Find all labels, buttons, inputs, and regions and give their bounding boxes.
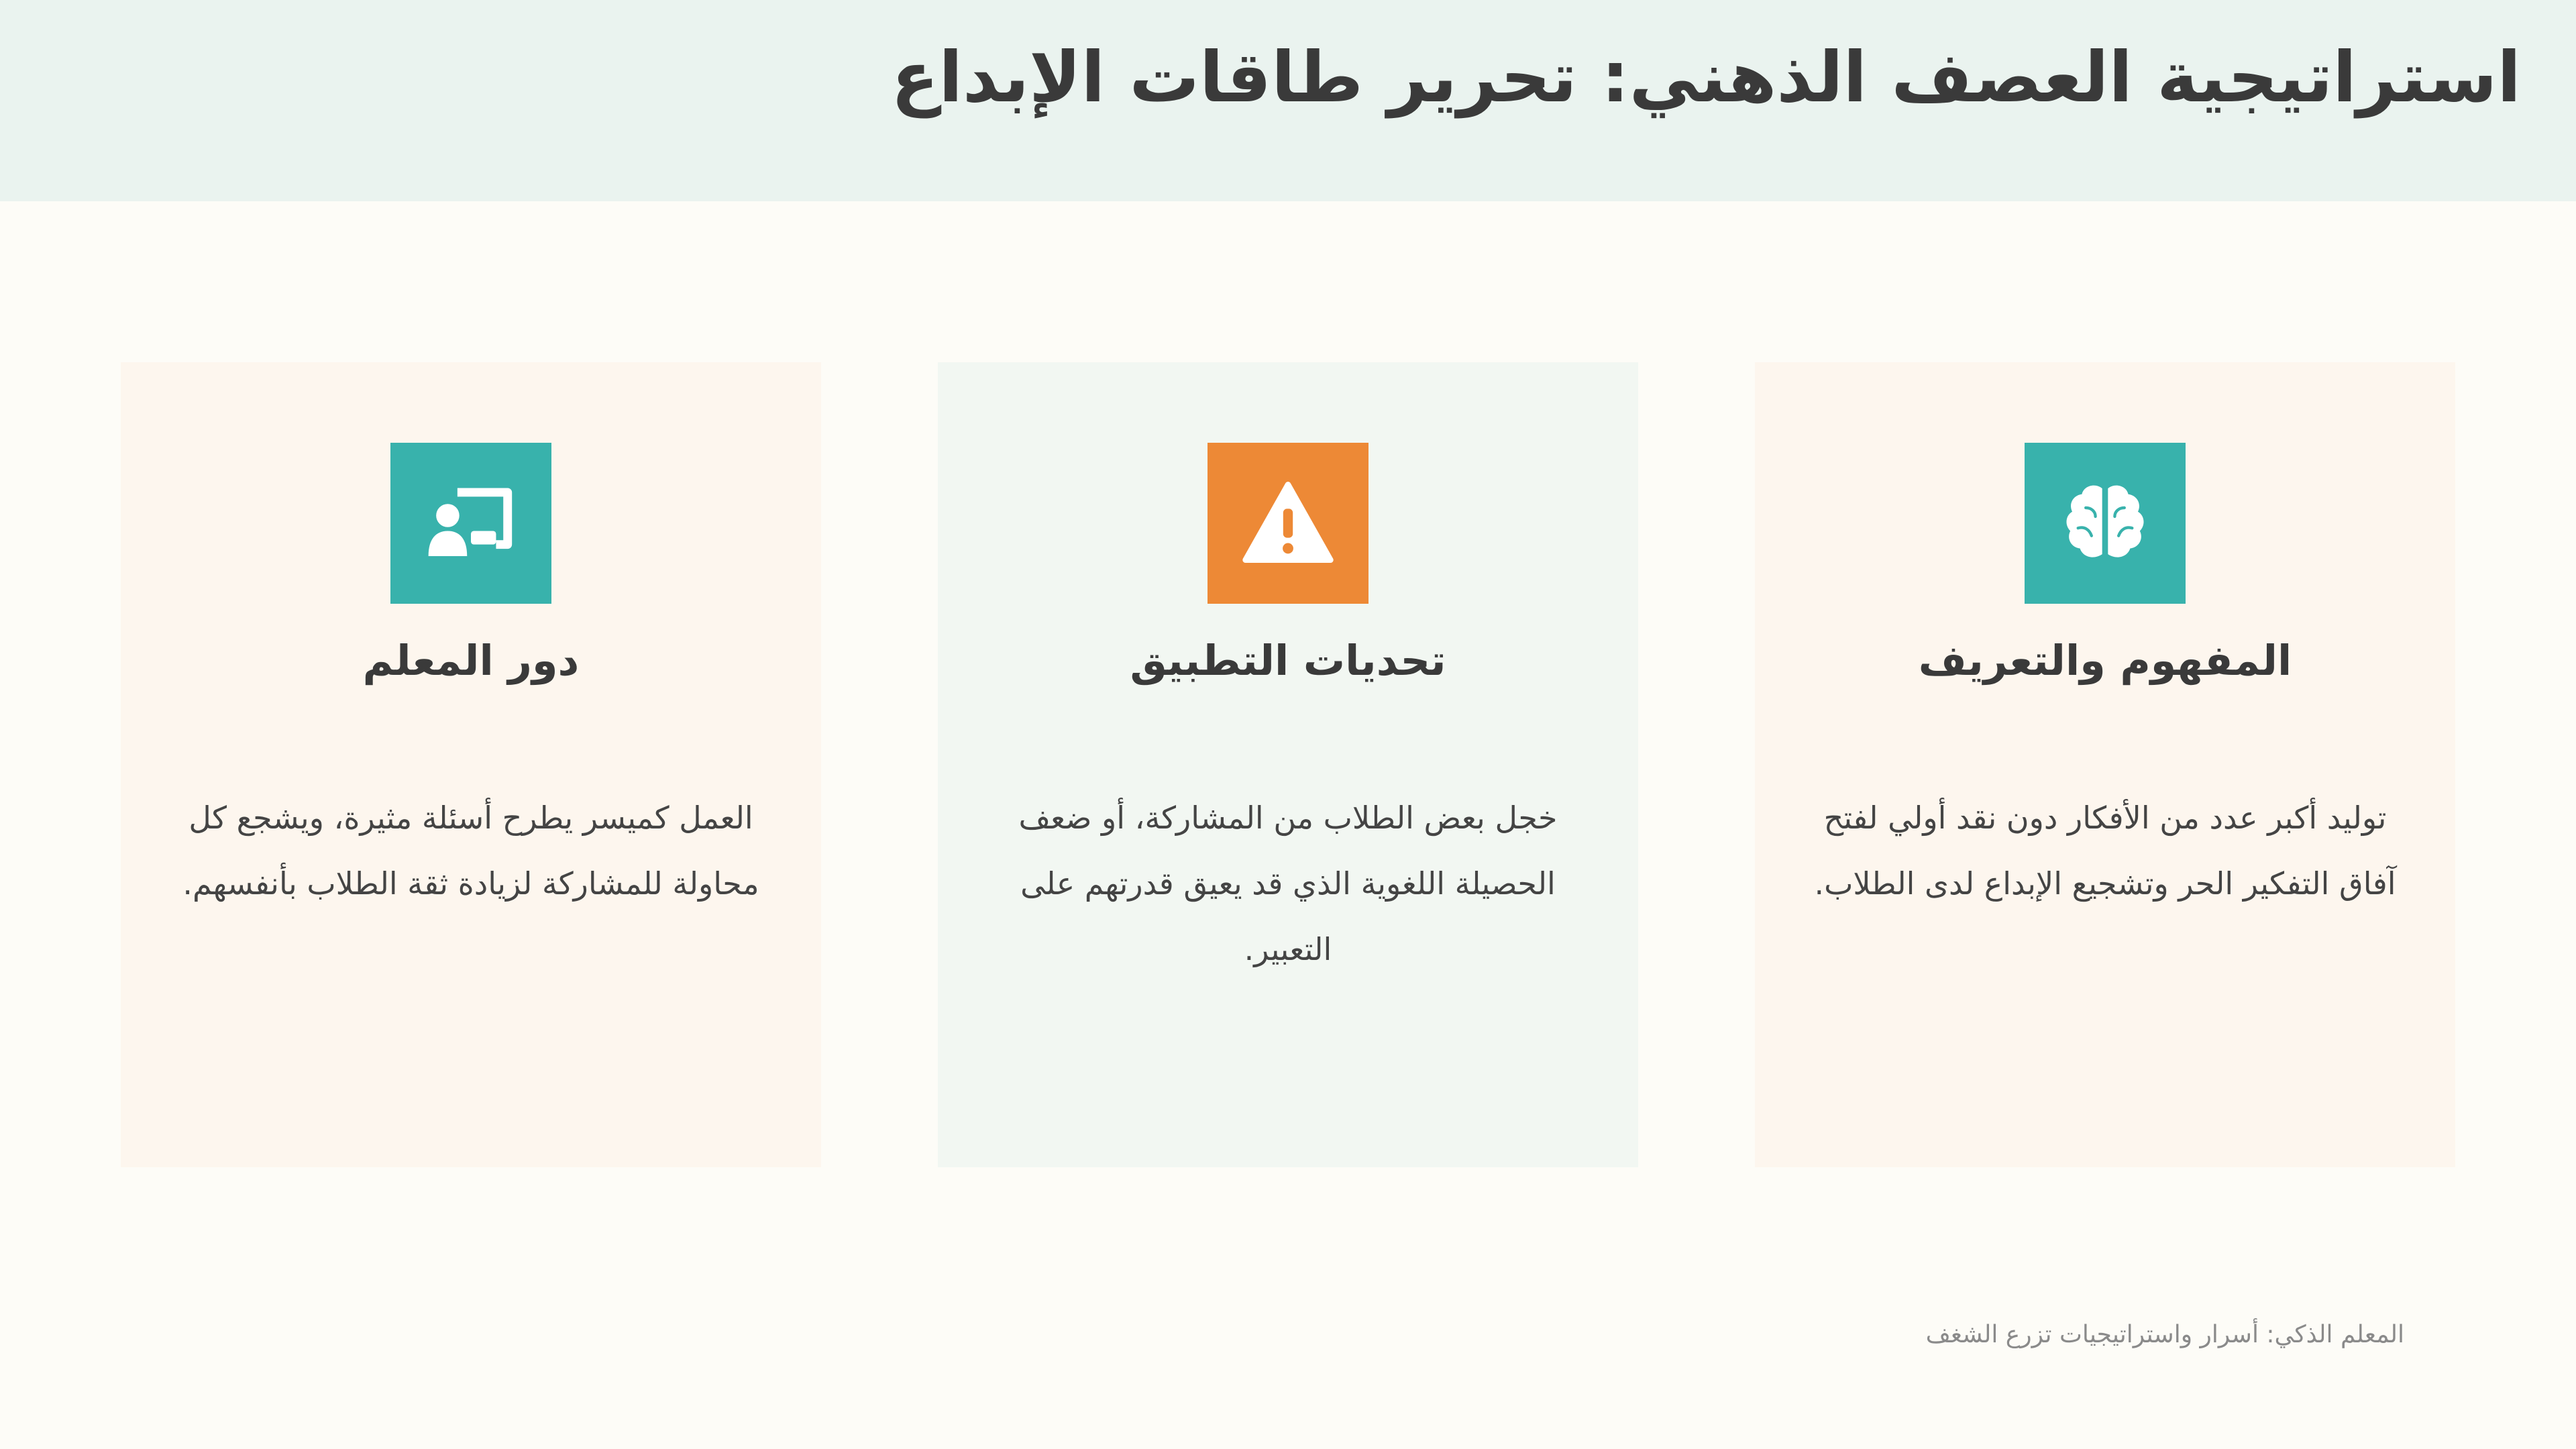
- card-teacher-role: [121, 362, 821, 1167]
- page-title: استراتيجية العصف الذهني: تحرير طاقات الإبداع: [891, 36, 2521, 118]
- header-bar: [0, 0, 2576, 201]
- card-icon-box: [2025, 443, 2186, 604]
- warning-icon: [1240, 475, 1336, 572]
- card-title: دور المعلم: [362, 636, 580, 685]
- card-title: تحديات التطبيق: [1130, 636, 1446, 685]
- card-icon-box: [390, 443, 551, 604]
- brain-icon: [2057, 475, 2153, 572]
- card-concept: [1755, 362, 2455, 1167]
- card-body: خجل بعض الطلاب من المشاركة، أو ضعف الحصيلة اللغوية الذي قد يعيق قدرتهم على التعبير.: [1018, 800, 1558, 967]
- card-icon-box: [1208, 443, 1368, 604]
- teacher-icon: [423, 475, 519, 572]
- footer-caption: المعلم الذكي: أسرار واستراتيجيات تزرع الشغف: [1925, 1321, 2404, 1348]
- card-challenges: [938, 362, 1638, 1167]
- card-body: العمل كميسر يطرح أسئلة مثيرة، ويشجع كل محاولة للمشاركة لزيادة ثقة الطلاب بأنفسهم.: [182, 800, 759, 902]
- card-body: توليد أكبر عدد من الأفكار دون نقد أولي لفتح آفاق التفكير الحر وتشجيع الإبداع لدى الطلاب.: [1814, 800, 2396, 902]
- card-title: المفهوم والتعريف: [1918, 636, 2292, 685]
